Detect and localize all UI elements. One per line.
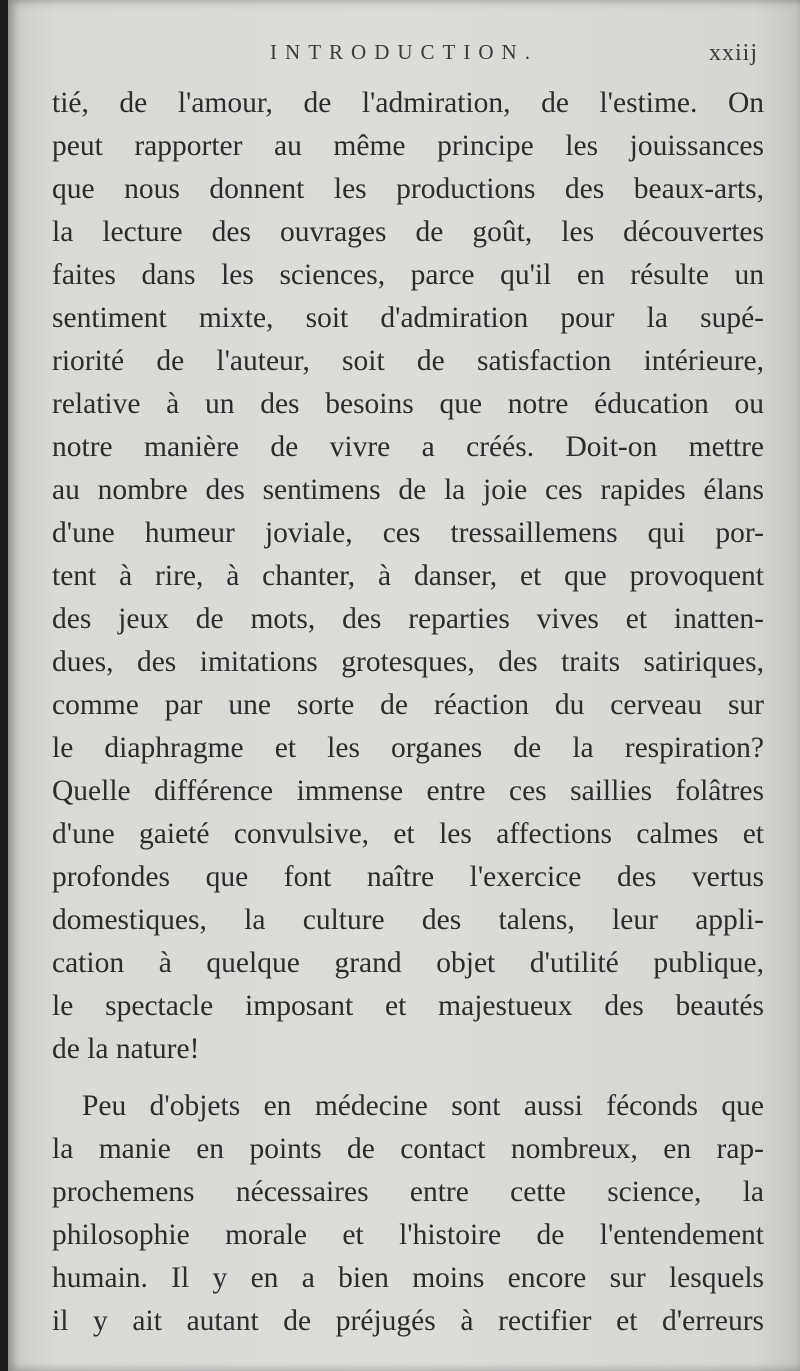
text-line: sentiment mixte, soit d'admiration pour la supé-: [52, 302, 764, 334]
text-line: tent à rire, à chanter, à danser, et que provoquent: [52, 560, 764, 592]
text-line: riorité de l'auteur, soit de satisfaction intérieure,: [52, 345, 764, 377]
text-line: humain. Il y en a bien moins encore sur lesquels: [52, 1262, 764, 1294]
text-line: cation à quelque grand objet d'utilité publique,: [52, 947, 764, 979]
text-line: des jeux de mots, des reparties vives et inatten-: [52, 603, 764, 635]
page-number: xxiij: [708, 40, 758, 66]
text-line: il y ait autant de préjugés à rectifier et d'erreurs: [52, 1305, 764, 1337]
text-line: dues, des imitations grotesques, des traits satiriques,: [52, 646, 764, 678]
text-line: notre manière de vivre a créés. Doit-on mettre: [52, 431, 764, 463]
paragraph-1: [52, 82, 764, 1071]
text-line: d'une humeur joviale, ces tressaillemens qui por-: [52, 517, 764, 549]
text-line: faites dans les sciences, parce qu'il en résulte un: [52, 259, 764, 291]
running-title: INTRODUCTION.: [270, 40, 538, 64]
text-line: d'une gaieté convulsive, et les affections calmes et: [52, 818, 764, 850]
text-line: Peu d'objets en médecine sont aussi féconds que: [82, 1090, 764, 1122]
text-line: Quelle différence immense entre ces saillies folâtres: [52, 775, 764, 807]
text-line: au nombre des sentimens de la joie ces rapides élans: [52, 474, 764, 506]
body-text: [52, 82, 764, 1343]
book-page: [8, 0, 800, 1371]
text-line: le diaphragme et les organes de la respiration?: [52, 732, 764, 764]
text-line: la lecture des ouvrages de goût, les découvertes: [52, 216, 764, 248]
text-line: domestiques, la culture des talens, leur appli-: [52, 904, 764, 936]
text-line: comme par une sorte de réaction du cerveau sur: [52, 689, 764, 721]
text-line: philosophie morale et l'histoire de l'entendement: [52, 1219, 764, 1251]
page-header: [44, 40, 764, 74]
text-line: le spectacle imposant et majestueux des beautés: [52, 990, 764, 1022]
paragraph-2: [52, 1085, 764, 1343]
text-line: prochemens nécessaires entre cette science, la: [52, 1176, 764, 1208]
text-line: tié, de l'amour, de l'admiration, de l'estime. On: [52, 87, 764, 119]
text-line: peut rapporter au même principe les jouissances: [52, 130, 764, 162]
text-line: relative à un des besoins que notre éducation ou: [52, 388, 764, 420]
text-line: que nous donnent les productions des beaux-arts,: [52, 173, 764, 205]
paragraph-gap: [52, 1071, 764, 1085]
text-line: la manie en points de contact nombreux, en rap-: [52, 1133, 764, 1165]
text-line: de la nature!: [52, 1033, 200, 1065]
text-line: profondes que font naître l'exercice des vertus: [52, 861, 764, 893]
